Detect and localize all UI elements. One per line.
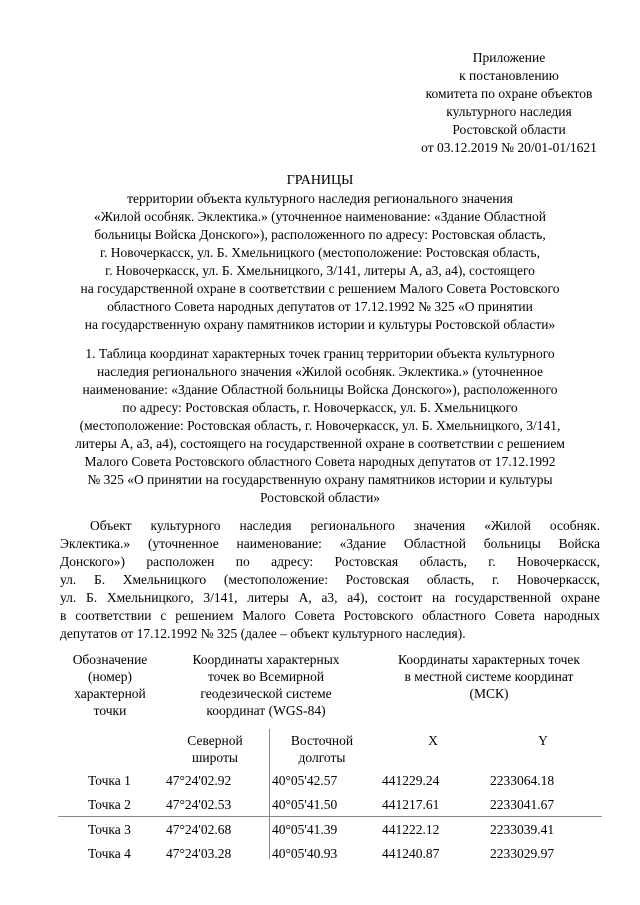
table-cell-lat: 47°24'02.92 <box>166 773 232 788</box>
paragraph-line: Объект культурного наследия регионального значения «Жилой особняк. <box>90 518 600 533</box>
paragraph-line: ул. Б. Хмельницкого, 3/141, литеры А, а3, а4), состоит на государственной охране <box>60 590 600 605</box>
subheader-y: Y <box>538 733 548 748</box>
heading-line: на государственной охране в соответствии с решением Малого Совета Ростовского <box>80 281 560 296</box>
appendix-block <box>400 49 618 157</box>
heading-line: на государственную охрану памятников истории и культуры Ростовской области» <box>84 317 556 332</box>
header-text: Восточной <box>290 733 354 748</box>
header-text: долготы <box>298 750 346 765</box>
table-cell-point: Точка 2 <box>88 797 131 812</box>
table-cell-lon: 40°05'40.93 <box>272 846 338 861</box>
caption-line: литеры А, а3, а4), состоящего на государственной охране в соответствии с решением <box>75 436 565 451</box>
paragraph-line: депутатов от 17.12.1992 № 325 (далее – объект культурного наследия). <box>60 626 466 641</box>
appendix-line: комитета по охране объектов <box>425 86 593 101</box>
heading-line: территории объекта культурного наследия регионального значения <box>127 191 513 206</box>
header-text: Северной <box>187 733 243 748</box>
paragraph-line: Эклектика.» (уточненное наименование: «Здание Областной больницы Войска <box>60 536 600 551</box>
paragraph-line: в соответствии с решением Малого Совета Ростовского областного Совета народных <box>60 608 600 623</box>
body-paragraph <box>60 517 600 643</box>
table-caption <box>40 345 600 507</box>
heading-line: «Жилой особняк. Эклектика.» (уточненное наименование: «Здание Областной <box>94 209 546 224</box>
appendix-line: Ростовской области <box>452 122 566 137</box>
header-text: геодезической системе <box>200 686 332 701</box>
table-cell-lon: 40°05'42.57 <box>272 773 338 788</box>
subheader-longitude <box>272 732 372 766</box>
document-title: ГРАНИЦЫ <box>286 173 354 188</box>
header-point-designation <box>58 651 162 719</box>
table-cell-lon: 40°05'41.39 <box>272 822 338 837</box>
table-cell-y: 2233064.18 <box>490 773 555 788</box>
table-cell-point: Точка 3 <box>88 822 131 837</box>
table-cell-x: 441240.87 <box>382 846 440 861</box>
header-text: (номер) <box>88 669 132 684</box>
caption-line: наименование: «Здание Областной больницы Войска Донского»), расположенного <box>82 382 558 397</box>
header-text: координат (WGS-84) <box>206 703 326 718</box>
table-cell-lat: 47°24'03.28 <box>166 846 232 861</box>
caption-line: Ростовской области» <box>259 490 381 505</box>
document-heading <box>40 172 600 334</box>
caption-line: 1. Таблица координат характерных точек границ территории объекта культурного <box>85 346 555 361</box>
header-text: в местной системе координат <box>404 669 574 684</box>
subheader-latitude <box>164 732 266 766</box>
appendix-line: к постановлению <box>459 68 559 83</box>
header-text: (МСК) <box>469 686 509 701</box>
header-text: Координаты характерных точек <box>398 652 580 667</box>
caption-line: (местоположение: Ростовская область, г. Новочеркасск, ул. Б. Хмельницкого, 3/141, <box>79 418 561 433</box>
heading-line: больницы Войска Донского»), расположенного по адресу: Ростовская область, <box>94 227 546 242</box>
caption-line: наследия регионального значения «Жилой особняк. Эклектика.» (уточненное <box>97 364 543 379</box>
table-cell-y: 2233041.67 <box>490 797 555 812</box>
caption-line: Малого Совета Ростовского областного Совета народных депутатов от 17.12.1992 <box>84 454 556 469</box>
table-cell-x: 441217.61 <box>382 797 440 812</box>
paragraph-line: Донского») расположен по адресу: Ростовская область, г. Новочеркасск, <box>60 554 600 569</box>
header-msk <box>376 651 602 702</box>
table-cell-x: 441222.12 <box>382 822 440 837</box>
table-cell-y: 2233039.41 <box>490 822 555 837</box>
header-wgs84 <box>166 651 366 719</box>
table-cell-point: Точка 4 <box>88 846 131 861</box>
caption-line: по адресу: Ростовская область, г. Новочеркасск, ул. Б. Хмельницкого <box>122 400 518 415</box>
caption-line: № 325 «О принятии на государственную охрану памятников истории и культуры <box>87 472 553 487</box>
header-text: Координаты характерных <box>192 652 340 667</box>
header-text: Обозначение <box>72 652 148 667</box>
row-divider <box>58 816 602 817</box>
column-divider <box>269 729 270 859</box>
paragraph-line: ул. Б. Хмельницкого (местоположение: Ростовская область, г. Новочеркасск, <box>60 572 600 587</box>
appendix-line: культурного наследия <box>446 104 572 119</box>
subheader-x: X <box>428 733 438 748</box>
table-cell-lon: 40°05'41.50 <box>272 797 338 812</box>
table-cell-point: Точка 1 <box>88 773 131 788</box>
coordinates-table <box>58 651 602 861</box>
table-cell-x: 441229.24 <box>382 773 440 788</box>
appendix-line: Приложение <box>472 50 546 65</box>
heading-line: г. Новочеркасск, ул. Б. Хмельницкого (местоположение: Ростовская область, <box>100 245 540 260</box>
table-cell-lat: 47°24'02.53 <box>166 797 232 812</box>
heading-line: областного Совета народных депутатов от 17.12.1992 № 325 «О принятии <box>107 299 533 314</box>
table-cell-lat: 47°24'02.68 <box>166 822 232 837</box>
header-text: широты <box>192 750 238 765</box>
appendix-line: от 03.12.2019 № 20/01-01/1621 <box>421 140 597 155</box>
header-text: характерной <box>74 686 146 701</box>
header-text: точек во Всемирной <box>207 669 325 684</box>
heading-line: г. Новочеркасск, ул. Б. Хмельницкого, 3/141, литеры А, а3, а4), состоящего <box>105 263 535 278</box>
table-cell-y: 2233029.97 <box>490 846 555 861</box>
header-text: точки <box>93 703 127 718</box>
